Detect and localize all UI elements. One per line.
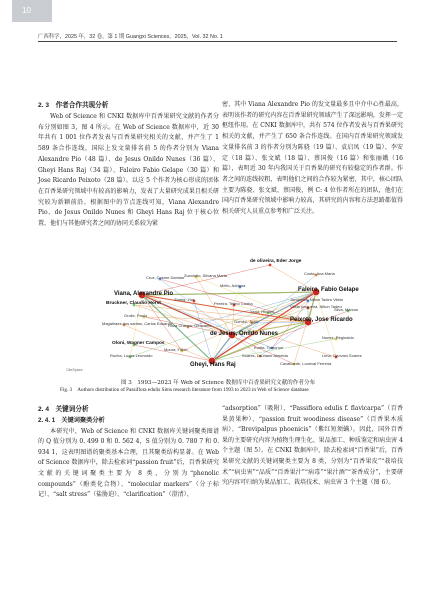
- node-label: Roza Chaves, Geovanis: [168, 323, 212, 328]
- node-label: Moura, Fabio: [164, 347, 188, 352]
- citespace-logo: CiteSpace: [66, 368, 83, 372]
- node-label: Viana, Alexandre Pio: [114, 291, 174, 297]
- figure-caption-cn: 图 3 1993—2023 年 Web of Science 数据库中百香果研究文献的作者分布: [120, 380, 316, 386]
- node-label: Yano, Hiroshi: [250, 309, 274, 314]
- figure-caption-en: Fig. 3 Authors distribution of Passiflora edulis Sims research literature from 1993 to 2023 in Web of Science database: [60, 387, 309, 393]
- page-number: 10: [22, 6, 31, 15]
- node-label: Gomez, Juan: [234, 319, 258, 324]
- node-label: Oloni, Wagner Campos: [112, 341, 165, 346]
- body-paragraph: Web of Science 和 CNKI 数据库中百香果研究文献的作者分布分别如图 3，图 4 所示。在 Web of Science 数据库中，近 30 年共有 1 001 位作者发表与百香果研究相关的文献，并产生了 1 589 条合作连线，国际上发文量排名前 5 的作者分别为 Viana Alexandre Pio（48 篇）、de Jesus Onildo Nunes（36 篇）、Gheyi Hans Raj（34 篇）、Faleiro Fabio Gelape（30 篇）和 Jose Ricardo Peixoto（28 篇）。以这 5 个作者为核心形成的团体在百香果研究领域中有较高的影响力，发表了大量研究成果且相关研究较为新颖前沿。根据图中的节点连线可知，Viana Alexandre Pio、de Jesus Onildo Nunes 和 Gheyi Hans Raj 位于核心位置，他们与其他研究者之间的协同关系较为紧: [38, 113, 219, 228]
- node-label: Junqueira, Nilton Tadeu Vilela: [290, 297, 343, 302]
- node-label: Soares, Lauriane Almeida: [242, 353, 288, 358]
- node-label: Rocha, Lucas Leonardo: [110, 353, 153, 358]
- node-label: Kurita, Tomonori: [254, 345, 284, 350]
- section-heading: 2. 3 作者合作共现分析: [38, 102, 109, 109]
- node-label: Mello, Adriana: [220, 283, 246, 288]
- body-paragraph: “adsorption”（吸附）、“Passiflora edulis f. flavicarpa”（百香果黄果种）、“passion fruit woodiness disease”（百香果木质病）、“Brevipalpus phoenicis”（紫红短须螨）。因此，国外百香果的主要研究内容为植物生理生化、果品加工、种质鉴定和病虫害 4 个主题（图 5）。在 CNKI 数据库中，除去检索词“百香果”后，百香果研究文献的关键词聚类主要为 8 类，分别为“百香果皮”“栽培技术”“病虫害”“品质”“百香果汁”“病毒”“果汁酒”“茶香成分”，主要研究内容可归纳为果品加工、栽培技术、病虫害 3 个主题（图 6）。: [222, 405, 403, 487]
- section-heading: 2. 4 关键词分析: [38, 406, 89, 413]
- section-2-4-left-column: [38, 404, 219, 501]
- node-label: Peixoto, Jose Ricardo: [290, 317, 353, 323]
- section-2-3-right-column: [222, 100, 403, 218]
- node-label: Vilela junqueira, Nilton Tadeu: [290, 304, 342, 309]
- node-label: Costa, Ana Maria: [304, 271, 335, 276]
- subsection-heading: 2. 4. 1 关键词聚类分析: [38, 417, 105, 424]
- node-label: Cruz, Cosme Damiao: [146, 275, 185, 280]
- section-2-4-right-column: [222, 404, 403, 489]
- node-label: Lima, Geovani Soares: [322, 353, 362, 358]
- author-network-figure: [64, 257, 386, 374]
- node-label: Gheyi, Hans Raj: [190, 362, 236, 368]
- node-label: Silva, Marcos: [334, 307, 359, 312]
- node-label: Pereira, Telmo Cunha: [214, 301, 253, 306]
- node-label: de oliveira, Eder Jorge: [250, 259, 302, 264]
- node-label: Nunes, Reginaldo: [322, 335, 354, 340]
- node-label: Faleiro, Fabio Gelape: [298, 287, 359, 293]
- body-paragraph: 密，其中 Viana Alexandre Pio 的发文量最多且中介中心性最高，表明该作者的研究内容在百香果研究领域产生了深远影响，发挥一定枢纽作用。在 CNKI 数据库中，共有 574 位作者发表与百香果研究相关的文献，并产生了 650 条合作连线。在国内百香果研究领域发文量排名前 3 的作者分别为陈骁（19 篇）、袁启凤（19 篇）、李安定（18 篇）、张文斌（18 篇）、蔡国俊（16 篇）和张丽娥（16 篇），表明近 30 年内我国关于百香果的研究有较稳定的作者群。作者之间的连线较粗，表明他们之间的合作较为紧密，其中，核心团队主要为陈骁、张文斌、蔡国俊，例 C: 4 位作者所在的团队，他们在国内百香果研究领域中影响力较高，其研究的内容和方法思路都值得相关研究人员重点参考和广泛关注。: [222, 101, 403, 216]
- page-number-tab: [12, 0, 52, 22]
- body-paragraph: 本研究中，Web of Science 和 CNKI 数据库关键词聚类图谱的 Q 值分别为 0. 499 0 和 0. 562 4，S 值分别为 0. 780 7 和 0. 934 1，这表明图谱的聚类基本合理，且其聚类结构显著。在 Web of Science 数据库中，除去检索词“passion fruit”后，百香果研究文献的关键词聚类主要为 8 类，分别为“phenolic compounds”（酚类化合物）、“molecular markers”（分子标记）、“salt stress”（盐胁迫）、“clarification”（澄清）、: [38, 427, 219, 499]
- node-label: Zhang, Yue: [174, 297, 195, 302]
- node-label: Bruckner, Claudio Horst: [106, 301, 161, 306]
- node-label: Cavalcante, Lourival Ferreira: [280, 361, 332, 366]
- section-2-3-left-column: [38, 100, 219, 230]
- node-label: de Jesus, Onildo Nunes: [210, 331, 279, 337]
- node-label: Grolie, Paolo: [124, 313, 148, 318]
- node-label: Zucolotto, Silvana Maria: [184, 273, 227, 278]
- node-label: Magalhaes dos santos, Carlos Eduardo: [102, 321, 173, 326]
- header-divider: [38, 41, 397, 42]
- running-header: 广西科学，2025 年，32 卷，第 1 期 Guangxi Sciences，2025，Vol. 32 No. 1: [38, 34, 223, 40]
